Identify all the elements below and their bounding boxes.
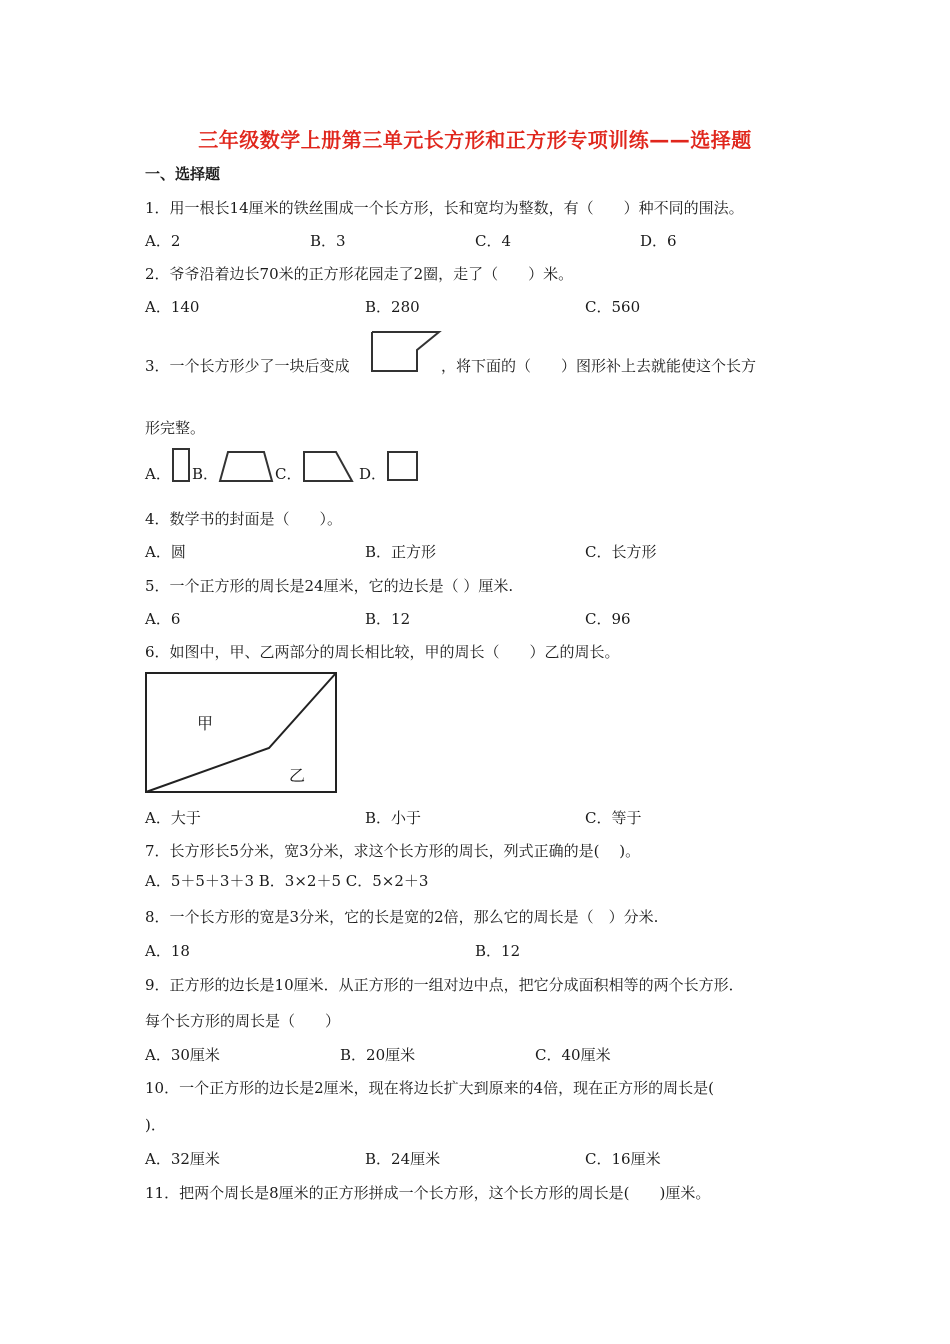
q4-option-b: B．正方形 [365,543,437,561]
region-label-jia: 甲 [197,714,214,733]
q3-option-c: C． [275,465,302,483]
question-4: 4．数学书的封面是（ ）。 [145,510,343,528]
question-3-part1: 3．一个长方形少了一块后变成 [145,357,350,375]
q7-options: A．5＋5＋3＋3 B．3×2＋5 C．5×2＋3 [145,872,429,890]
q10-option-b: B．24厘米 [365,1150,441,1168]
q9-option-b: B．20厘米 [340,1046,416,1064]
question-10-continued: )． [145,1116,166,1134]
q3-option-b: B． [192,465,219,483]
q4-option-a: A．圆 [145,543,186,561]
q3-option-a: A． [145,465,171,483]
q2-option-a: A．140 [145,298,200,316]
q2-option-c: C．560 [585,298,641,316]
q3-option-d: D． [359,465,387,483]
question-6: 6．如图中，甲、乙两部分的周长相比较，甲的周长（ ）乙的周长。 [145,643,620,661]
q6-option-a: A．大于 [145,809,201,827]
q6-option-b: B．小于 [365,809,422,827]
q5-option-a: A．6 [145,610,181,628]
question-1: 1．用一根长14厘米的铁丝围成一个长方形，长和宽均为整数，有（ ）种不同的围法。 [145,199,744,217]
q3-shape-b-trapezoid [218,450,274,484]
question-3-part2: ，将下面的（ ）图形补上去就能使这个长方 [441,357,757,375]
question-8: 8．一个长方形的宽是3分米，它的长是宽的2倍，那么它的周长是（ ）分米. [145,908,659,926]
question-7: 7．长方形长5分米，宽3分米，求这个长方形的周长，列式正确的是( )。 [145,842,641,860]
q1-option-b: B．3 [310,232,346,250]
question-9-continued: 每个长方形的周长是（ ） [145,1012,341,1030]
q3-shape-d-square [386,450,420,482]
q3-shape-a-tall-rectangle [172,448,192,484]
q4-option-c: C．长方形 [585,543,657,561]
q1-option-d: D．6 [640,232,677,250]
q3-shape-c-right-trapezoid [302,450,354,484]
q1-option-c: C．4 [475,232,512,250]
question-9: 9．正方形的边长是10厘米．从正方形的一组对边中点，把它分成面积相等的两个长方形． [145,976,744,994]
question-3-part3: 形完整。 [145,419,206,437]
q5-option-c: C．96 [585,610,631,628]
section-heading: 一、选择题 [145,165,221,183]
q5-option-b: B．12 [365,610,411,628]
q6-option-c: C．等于 [585,809,642,827]
question-10: 10．一个正方形的边长是2厘米，现在将边长扩大到原来的4倍，现在正方形的周长是( [145,1079,715,1097]
q8-option-b: B．12 [475,942,521,960]
q9-option-c: C．40厘米 [535,1046,611,1064]
q1-option-a: A．2 [145,232,181,250]
question-11: 11．把两个周长是8厘米的正方形拼成一个长方形，这个长方形的周长是( )厘米。 [145,1184,711,1202]
question-2: 2．爷爷沿着边长70米的正方形花园走了2圈，走了（ ）米。 [145,265,574,283]
q8-option-a: A．18 [145,942,190,960]
question-5: 5．一个正方形的周长是24厘米，它的边长是（ ）厘米. [145,577,514,595]
q10-option-a: A．32厘米 [145,1150,220,1168]
q9-option-a: A．30厘米 [145,1046,220,1064]
region-label-yi: 乙 [289,766,306,785]
page-title: 三年级数学上册第三单元长方形和正方形专项训练——选择题 [198,128,752,152]
q10-option-c: C．16厘米 [585,1150,661,1168]
q2-option-b: B．280 [365,298,420,316]
incomplete-rectangle-figure [369,330,441,374]
q6-divided-rectangle-figure [145,672,339,794]
